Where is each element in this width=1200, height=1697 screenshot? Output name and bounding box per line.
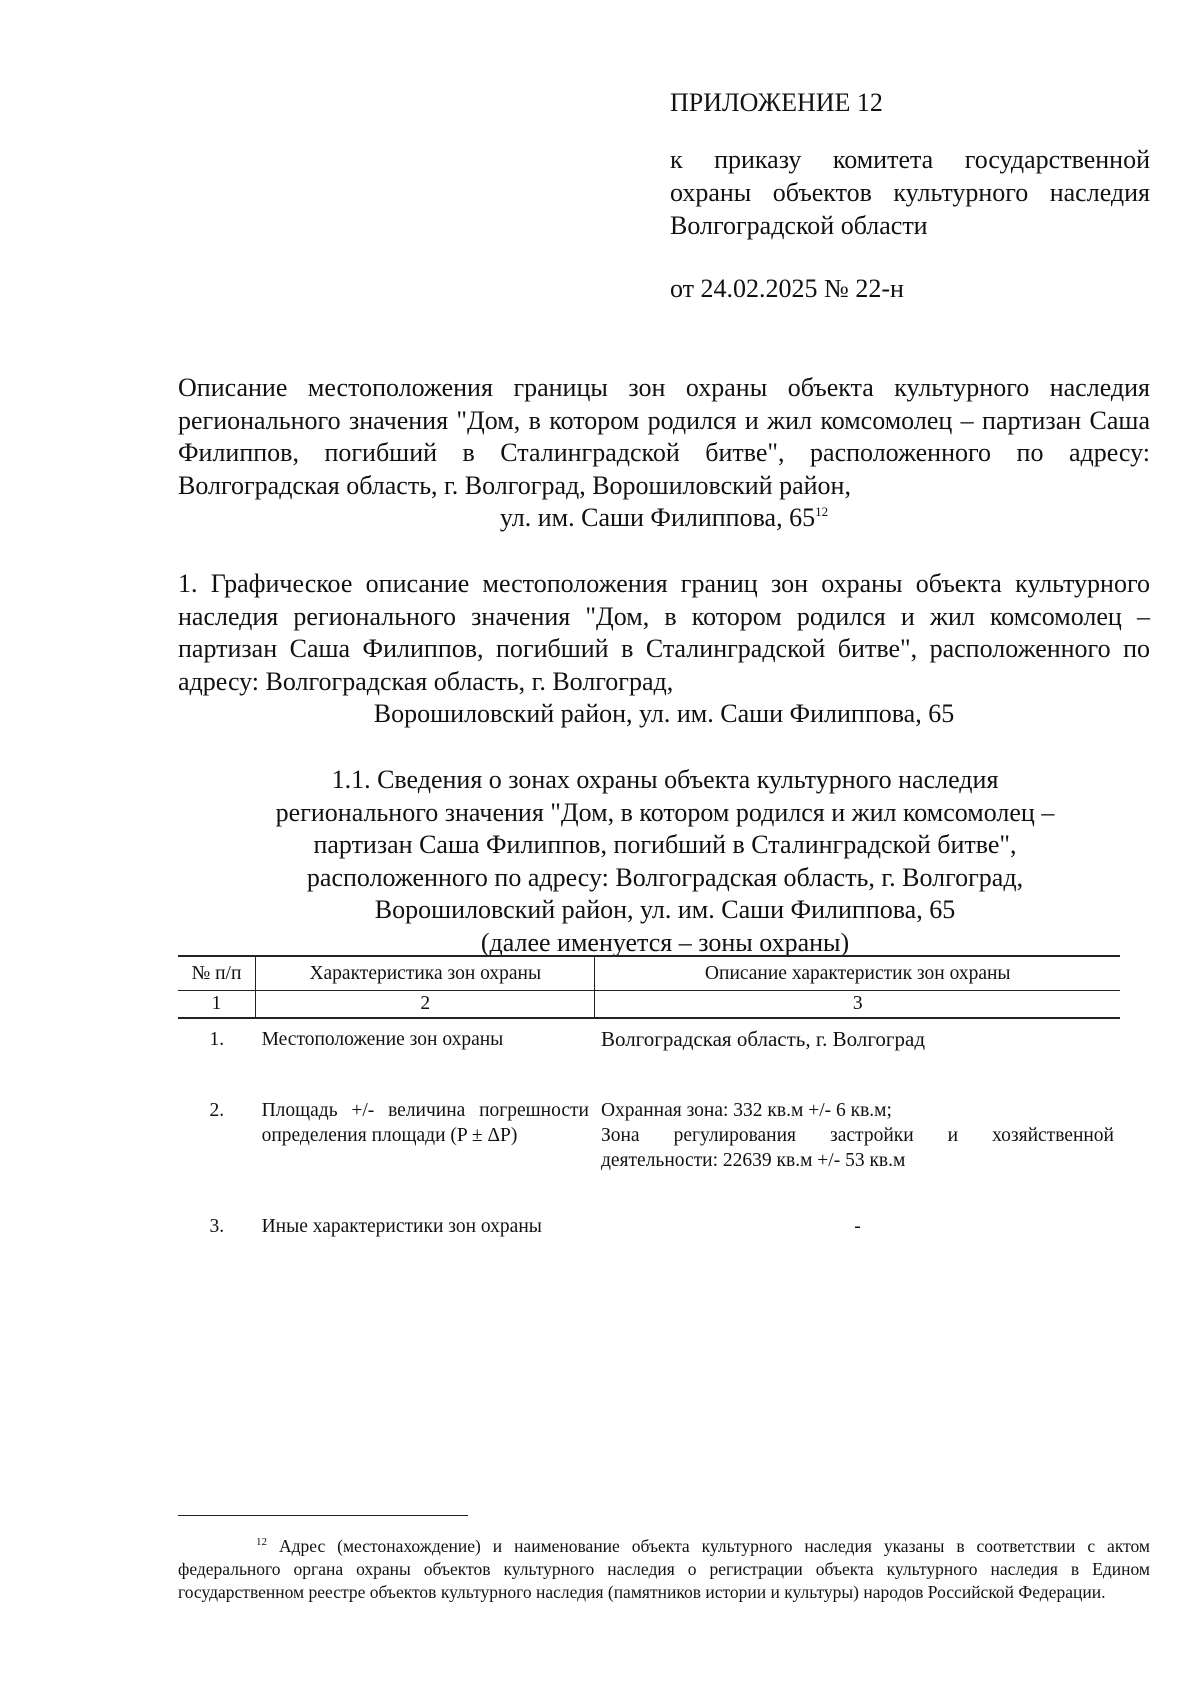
column-number-row bbox=[178, 991, 1120, 1019]
row-number: 1. bbox=[209, 1029, 225, 1050]
row-description bbox=[595, 1058, 1120, 1204]
header-description: Описание характеристик зон охраны bbox=[595, 956, 1120, 991]
row-description-line: Охранная зона: 332 кв.м +/- 6 кв.м; bbox=[600, 1100, 892, 1121]
document-title bbox=[178, 372, 1150, 535]
row-number: 3. bbox=[209, 1216, 225, 1237]
row-description: - bbox=[854, 1216, 861, 1237]
footnote-text: Адрес (местонахождение) и наименование объекта культурного наследия указаны в соответствии с актом федерального органа охраны объектов культурного наследия о регистрации объекта культурного наследия в Едином государственном реестре объектов культурного наследия (памятников истории и культуры) народов Российской Федерации. bbox=[178, 1536, 1151, 1602]
document-title-text: Описание местоположения границы зон охраны объекта культурного наследия регионального значения "Дом, в котором родился и жил комсомолец – партизан Саша Филиппов, погибший в Сталинградской битве", расположенного по адресу: Волгоградская область, г. Волгоград, Ворошиловский район, bbox=[178, 373, 1150, 500]
column-number: 1 bbox=[178, 991, 256, 1019]
appendix-date-number: от 24.02.2025 № 22-н bbox=[670, 274, 904, 303]
table-header-row bbox=[178, 956, 1120, 991]
header-characteristic: Характеристика зон охраны bbox=[256, 956, 595, 991]
column-number: 2 bbox=[256, 991, 595, 1019]
section-1-text: 1. Графическое описание местоположения границ зон охраны объекта культурного наследия регионального значения "Дом, в котором родился и жил комсомолец – партизан Саша Филиппов, погибший в Сталинградской битве", расположенного по адресу: Волгоградская область, г. Волгоград, bbox=[178, 569, 1150, 696]
footnote-separator bbox=[178, 1515, 468, 1516]
row-description-line: Зона регулирования застройки и хозяйственной деятельности: 22639 кв.м +/- 53 кв.м bbox=[600, 1125, 1114, 1171]
footnote-reference: 12 bbox=[815, 504, 829, 519]
column-number: 3 bbox=[595, 991, 1120, 1019]
protection-zones-table bbox=[178, 955, 1120, 1245]
header-number: № п/п bbox=[178, 956, 256, 991]
row-characteristic: Иные характеристики зон охраны bbox=[261, 1216, 542, 1237]
footnote-number: 12 bbox=[256, 1536, 267, 1548]
section-1-1-line: 1.1. Сведения о зонах охраны объекта культурного наследия bbox=[331, 765, 999, 794]
appendix-header bbox=[670, 86, 1150, 305]
table-row bbox=[178, 1204, 1120, 1245]
section-1-1-line: регионального значения "Дом, в котором родился и жил комсомолец – bbox=[275, 797, 1055, 827]
section-1-1-line: (далее именуется – зоны охраны) bbox=[480, 927, 850, 957]
section-1-last-line: Ворошиловский район, ул. им. Саши Филиппова, 65 bbox=[373, 699, 955, 728]
section-1-1-line: партизан Саша Филиппов, погибший в Сталинградской битве", bbox=[313, 830, 1017, 859]
row-number: 2. bbox=[209, 1100, 225, 1121]
footnote bbox=[178, 1535, 1150, 1604]
row-description: Волгоградская область, г. Волгоград bbox=[600, 1027, 926, 1051]
section-1-1-line: расположенного по адресу: Волгоградская область, г. Волгоград, bbox=[306, 862, 1024, 892]
section-1-1-heading bbox=[200, 764, 1130, 959]
table-row bbox=[178, 1018, 1120, 1058]
section-1-1-line: Ворошиловский район, ул. им. Саши Филиппова, 65 bbox=[374, 895, 956, 924]
row-characteristic: Площадь +/- величина погрешности определения площади (P ± ΔP) bbox=[261, 1100, 589, 1146]
section-1-heading bbox=[178, 568, 1150, 731]
row-characteristic: Местоположение зон охраны bbox=[261, 1029, 504, 1050]
appendix-title: ПРИЛОЖЕНИЕ 12 bbox=[670, 88, 883, 117]
table-row bbox=[178, 1058, 1120, 1204]
appendix-order-reference: к приказу комитета государственной охраны объектов культурного наследия Волгоградской области bbox=[670, 145, 1150, 240]
document-title-last-line: ул. им. Саши Филиппова, 65$^{12}$ bbox=[499, 503, 829, 532]
